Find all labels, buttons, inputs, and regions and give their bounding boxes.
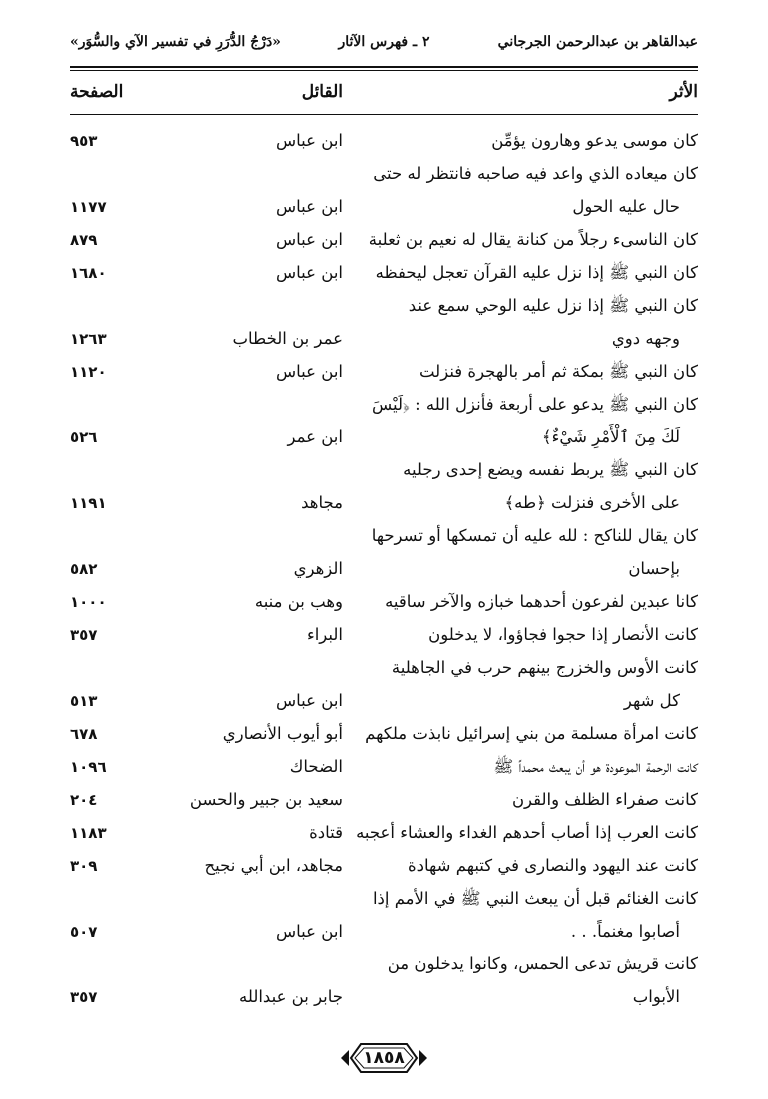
index-entry xyxy=(70,817,698,850)
index-entry xyxy=(70,454,698,520)
index-entry xyxy=(70,389,698,455)
page-reference: ١٦٨٠ xyxy=(70,263,107,282)
page-reference: ١٠٠٠ xyxy=(70,593,107,612)
index-entry xyxy=(70,619,698,652)
entry-line xyxy=(70,948,698,981)
running-head-section: ٢ ـ فهرس الآثار xyxy=(338,34,430,50)
athar-text: حال عليه الحول xyxy=(572,196,680,216)
athar-text: كانت الأنصار إذا حجوا فجاؤوا، لا يدخلون xyxy=(428,625,698,645)
speaker-name: البراء xyxy=(306,625,343,645)
header-rule-thin xyxy=(70,70,698,71)
entry-line xyxy=(70,389,698,422)
athar-text: الأبواب xyxy=(632,987,680,1007)
athar-text: كان موسى يدعو وهارون يؤمِّن xyxy=(491,131,698,150)
page-reference: ٦٧٨ xyxy=(70,724,98,743)
athar-text: كانت الرحمة الموعودة هو أن يبعث محمداً ﷺ xyxy=(493,756,698,776)
entry-line xyxy=(70,784,698,817)
speaker-name: قتادة xyxy=(309,822,343,842)
entry-line xyxy=(70,125,698,158)
athar-text: كانت امرأة مسلمة من بني إسرائيل نابذت ملكهم xyxy=(365,723,698,743)
speaker-name: ابن عباس xyxy=(276,921,343,941)
page-reference: ٣٥٧ xyxy=(70,988,98,1007)
athar-text: كان النبي ﷺ بمكة ثم أمر بالهجرة فنزلت xyxy=(418,361,698,381)
athar-text: كانت الأوس والخزرج بينهم حرب في الجاهلية xyxy=(391,658,698,677)
entry-line xyxy=(70,652,698,685)
speaker-name: سعيد بن جبير والحسن xyxy=(189,789,343,809)
entry-line xyxy=(70,619,698,652)
page-reference: ٥٠٧ xyxy=(70,922,98,941)
athar-text: وجهه دوي xyxy=(611,328,680,348)
speaker-name: جابر بن عبدالله xyxy=(239,987,343,1007)
entry-line-continued xyxy=(70,685,698,718)
athar-text: كانت صفراء الظلف والقرن xyxy=(511,789,698,809)
athar-text: كان يقال للناكح : لله عليه أن تمسكها أو تسرحها xyxy=(371,526,698,546)
athar-index-list xyxy=(70,125,698,1014)
index-entry xyxy=(70,850,698,883)
athar-text: كان النبي ﷺ إذا نزل عليه القرآن تعجل ليحفظه xyxy=(375,262,698,282)
page-reference: ٣٥٧ xyxy=(70,626,98,645)
page-reference: ١١٧٧ xyxy=(70,197,107,216)
running-head-book-title: «دَرْجُ الدُّرَرِ في تفسير الآي والسُّوَر» xyxy=(70,34,281,50)
entry-line-continued xyxy=(70,191,698,224)
speaker-name: الزهري xyxy=(293,559,343,579)
column-header-speaker: القائل xyxy=(301,82,343,102)
index-entry xyxy=(70,948,698,1014)
column-header-page: الصفحة xyxy=(70,82,124,102)
athar-text: كان النبي ﷺ يدعو على أربعة فأنزل الله : ﴿لَيْسَ xyxy=(372,394,698,414)
column-header-rule xyxy=(70,114,698,115)
speaker-name: ابن عمر xyxy=(287,427,343,447)
entry-line xyxy=(70,850,698,883)
page-reference: ١٢٦٣ xyxy=(70,329,107,348)
index-entry xyxy=(70,883,698,949)
entry-line-continued xyxy=(70,553,698,586)
speaker-name: ابن عباس xyxy=(276,196,343,216)
entry-line xyxy=(70,718,698,751)
speaker-name: ابن عباس xyxy=(276,361,343,381)
index-entry xyxy=(70,784,698,817)
page-reference: ٢٠٤ xyxy=(70,790,98,809)
speaker-name: الضحاك xyxy=(289,756,343,776)
index-entry xyxy=(70,290,698,356)
index-entry xyxy=(70,652,698,718)
speaker-name: ابن عباس xyxy=(276,131,343,150)
page-reference: ١١٩١ xyxy=(70,494,107,513)
index-entry xyxy=(70,125,698,158)
entry-line xyxy=(70,520,698,553)
athar-text: على الأخرى فنزلت ﴿طه﴾ xyxy=(504,493,680,513)
speaker-name: مجاهد، ابن أبي نجيح xyxy=(204,855,343,875)
index-column-headers xyxy=(70,82,698,112)
entry-line-continued xyxy=(70,981,698,1014)
athar-text: أصابوا مغنماً. . . xyxy=(570,921,680,941)
speaker-name: ابن عباس xyxy=(276,229,343,249)
athar-text: كان النبي ﷺ يربط نفسه ويضع إحدى رجليه xyxy=(403,460,698,480)
page-reference: ١١٨٣ xyxy=(70,823,107,842)
athar-text: بإحسان xyxy=(628,559,680,579)
entry-line xyxy=(70,586,698,619)
running-head xyxy=(70,34,698,58)
entry-line xyxy=(70,356,698,389)
athar-text: كانت قريش تدعى الحمس، وكانوا يدخلون من xyxy=(387,954,698,974)
athar-text: كان الناسىء رجلاً من كنانة يقال له نعيم بن ثعلبة xyxy=(368,229,698,249)
page-number-ornament xyxy=(339,1038,429,1078)
page-reference: ١٠٩٦ xyxy=(70,757,107,776)
header-rule-thick xyxy=(70,66,698,68)
page-reference: ١١٢٠ xyxy=(70,362,107,381)
entry-line-continued xyxy=(70,487,698,520)
speaker-name: عمر بن الخطاب xyxy=(232,328,343,348)
entry-line xyxy=(70,290,698,323)
athar-text: لَكَ مِنَ ٱلْأَمْرِ شَيْءٌ﴾ xyxy=(541,427,680,447)
speaker-name: مجاهد xyxy=(301,493,343,513)
speaker-name: ابن عباس xyxy=(276,690,343,710)
speaker-name: أبو أيوب الأنصاري xyxy=(222,723,343,743)
entry-line xyxy=(70,454,698,487)
entry-line xyxy=(70,158,698,191)
entry-line xyxy=(70,751,698,784)
athar-text: كان ميعاده الذي واعد فيه صاحبه فانتظر له حتى xyxy=(373,163,698,183)
entry-line-continued xyxy=(70,421,698,454)
athar-text: كل شهر xyxy=(623,690,680,710)
page-number: ١٨٥٨ xyxy=(363,1048,405,1068)
page-reference: ٥١٣ xyxy=(70,691,98,710)
index-entry xyxy=(70,158,698,224)
entry-line xyxy=(70,224,698,257)
running-head-author: عبدالقاهر بن عبدالرحمن الجرجاني xyxy=(497,34,698,50)
index-entry xyxy=(70,356,698,389)
entry-line xyxy=(70,817,698,850)
page-reference: ٥٢٦ xyxy=(70,428,98,447)
athar-text: كان النبي ﷺ إذا نزل عليه الوحي سمع عند xyxy=(408,295,698,315)
speaker-name: وهب بن منبه xyxy=(254,592,343,612)
column-header-athar: الأثر xyxy=(669,82,698,102)
index-entry xyxy=(70,520,698,586)
index-entry xyxy=(70,224,698,257)
index-entry xyxy=(70,718,698,751)
athar-text: كانت الغنائم قبل أن يبعث النبي ﷺ في الأمم إذا xyxy=(372,888,698,908)
page-reference: ٨٧٩ xyxy=(70,230,98,249)
index-entry xyxy=(70,586,698,619)
speaker-name: ابن عباس xyxy=(276,262,343,282)
page-reference: ٣٠٩ xyxy=(70,856,98,875)
athar-text: كانت العرب إذا أصاب أحدهم الغداء والعشاء أعجبه xyxy=(356,822,698,842)
entry-line-continued xyxy=(70,916,698,949)
athar-text: كانا عبدين لفرعون أحدهما خبازه والآخر ساقيه xyxy=(385,592,698,612)
entry-line xyxy=(70,883,698,916)
athar-text: كانت عند اليهود والنصارى في كتبهم شهادة xyxy=(408,855,698,875)
page-reference: ٥٨٢ xyxy=(70,560,98,579)
index-entry xyxy=(70,751,698,784)
index-entry xyxy=(70,257,698,290)
entry-line-continued xyxy=(70,323,698,356)
page-reference: ٩٥٣ xyxy=(70,132,98,150)
entry-line xyxy=(70,257,698,290)
